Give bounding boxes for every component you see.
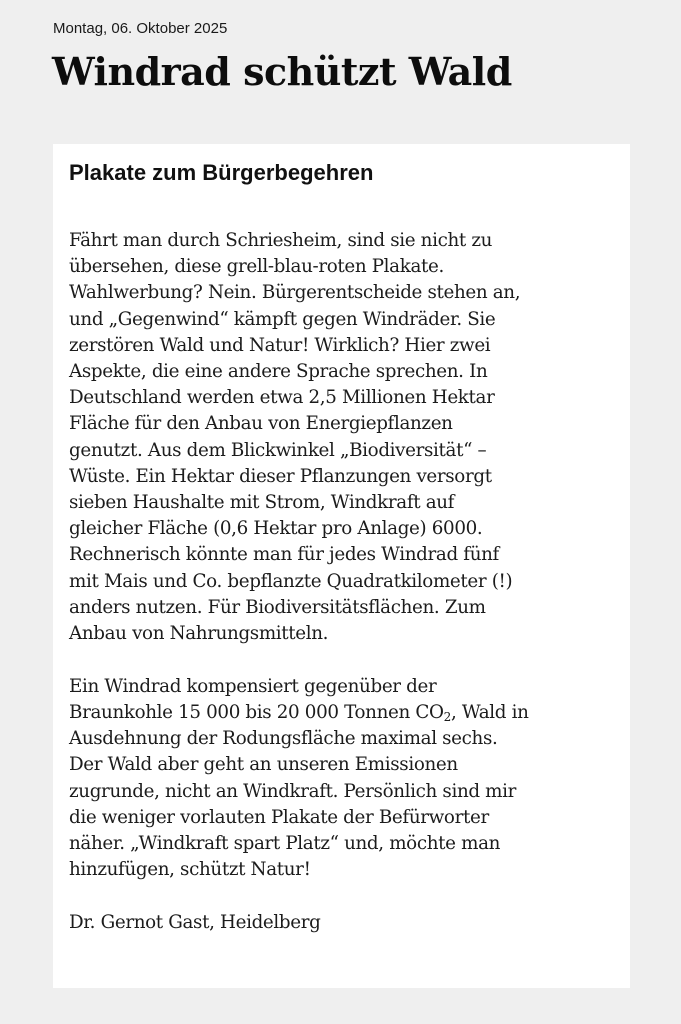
text-line: gleicher Fläche (0,6 Hektar pro Anlage) 6000. — [69, 518, 483, 540]
co2-subscript: 2 — [443, 709, 451, 724]
text-line: genutzt. Aus dem Blickwinkel „Biodiversität“ – — [69, 439, 487, 461]
text-line: zugrunde, nicht an Windkraft. Persönlich sind mir — [69, 780, 517, 802]
text-line-co2 — [69, 700, 623, 726]
text-line: Deutschland werden etwa 2,5 Millionen Hektar — [69, 387, 495, 409]
letter-card — [53, 144, 630, 988]
text-line: die weniger vorlauten Plakate der Befürworter — [69, 806, 489, 828]
article-headline: Windrad schützt Wald — [52, 49, 512, 94]
text-line: mit Mais und Co. bepflanzte Quadratkilometer (!) — [69, 570, 513, 592]
text-line: Wüste. Ein Hektar dieser Pflanzungen versorgt — [69, 465, 492, 487]
paragraph-gap — [69, 647, 623, 674]
text-line: übersehen, diese grell-blau-roten Plakate. — [69, 256, 444, 278]
text-line: Der Wald aber geht an unseren Emissionen — [69, 754, 458, 776]
text-line: hinzufügen, schützt Natur! — [69, 859, 311, 881]
paragraph-1 — [69, 228, 623, 647]
text-line: und „Gegenwind“ kämpft gegen Windräder. Sie — [69, 308, 496, 330]
text-line: Ausdehnung der Rodungsfläche maximal sechs. — [69, 728, 498, 750]
paragraph-2 — [69, 674, 623, 884]
text-line: sieben Haushalte mit Strom, Windkraft auf — [69, 492, 455, 514]
text-line: Rechnerisch könnte man für jedes Windrad fünf — [69, 544, 499, 566]
text-line: näher. „Windkraft spart Platz“ und, möchte man — [69, 832, 501, 854]
letter-subheading: Plakate zum Bürgerbegehren — [69, 160, 374, 185]
text-line: Wahlwerbung? Nein. Bürgerentscheide stehen an, — [69, 282, 521, 304]
paragraph-gap — [69, 883, 623, 910]
text-line: Anbau von Nahrungsmitteln. — [69, 623, 329, 645]
text-fragment: , Wald in — [450, 701, 529, 723]
text-line: Aspekte, die eine andere Sprache sprechen. In — [69, 361, 488, 383]
letter-signature: Dr. Gernot Gast, Heidelberg — [69, 911, 321, 933]
article-date: Montag, 06. Oktober 2025 — [53, 20, 228, 37]
text-line: Fläche für den Anbau von Energiepflanzen — [69, 413, 453, 435]
letter-body — [69, 228, 623, 936]
text-line: Ein Windrad kompensiert gegenüber der — [69, 675, 437, 697]
text-fragment: Braunkohle 15 000 bis 20 000 Tonnen CO — [69, 701, 444, 723]
text-line: anders nutzen. Für Biodiversitätsflächen. Zum — [69, 596, 486, 618]
text-line: zerstören Wald und Natur! Wirklich? Hier zwei — [69, 334, 491, 356]
text-line: Fährt man durch Schriesheim, sind sie nicht zu — [69, 230, 493, 251]
